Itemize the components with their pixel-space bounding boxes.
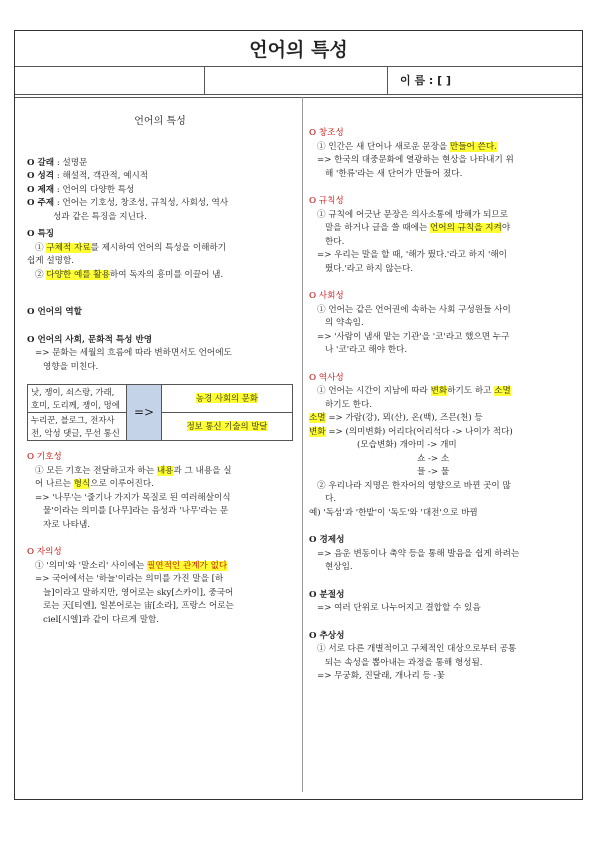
rule-line-3: 한다. bbox=[325, 236, 345, 247]
history-line-7: 믈 -> 물 bbox=[417, 467, 450, 477]
info-cell-1 bbox=[15, 66, 205, 94]
table-result-2: 정보 통신 기술의 발달 bbox=[162, 413, 293, 441]
economy-title: O 경제성 bbox=[309, 535, 345, 545]
arbitrary-line-4: 로는 天[티엔], 일본어로는 宙[소라], 프랑스 어로는 bbox=[43, 601, 234, 611]
creative-line-3: 해 '한류'라는 새 단어가 만들어 졌다. bbox=[325, 168, 463, 179]
society-line-4: 나 '코'라고 해야 한다. bbox=[325, 345, 408, 355]
creative-title: O 창조성 bbox=[309, 128, 344, 138]
arrow-cell: => bbox=[127, 385, 162, 441]
meta-theme: O 주제 : 언어는 기호성, 창조성, 규칙성, 사회성, 역사 bbox=[27, 198, 229, 208]
arbitrary-line-1: ① '의미'와 '말소리' 사이에는 필연적인 관계가 없다 bbox=[35, 560, 228, 571]
right-column bbox=[309, 127, 573, 684]
symbol-line-4: 물'이라는 의미를 [나무]라는 음성과 '나무'라는 문 bbox=[43, 506, 229, 516]
economy-line-1: => 음운 변동이나 축약 등을 통해 발음을 쉽게 하려는 bbox=[317, 548, 520, 559]
society-title: O 사회성 bbox=[309, 291, 344, 301]
society-line-2: 의 약속임. bbox=[325, 318, 364, 328]
feature-1-cont: 쉽게 설명함. bbox=[27, 256, 74, 266]
arbitrary-title: O 자의성 bbox=[27, 547, 62, 557]
rule-title: O 규칙성 bbox=[309, 196, 344, 206]
abstraction-title: O 추상성 bbox=[309, 630, 345, 641]
worksheet bbox=[14, 30, 583, 800]
creative-line-1: ① 인간은 새 단어나 새로운 문장을 만들어 쓴다. bbox=[317, 141, 497, 152]
history-line-9: 다. bbox=[325, 494, 337, 504]
table-cell-words-1: 낫, 쟁이, 쇠스랑, 가래, 호미, 도리께, 쟁이, 멍에 bbox=[28, 385, 127, 413]
name-field[interactable]: 이 름 : [ ] bbox=[400, 74, 452, 87]
arbitrary-line-3: 늘]이라고 말하지만, 영어로는 sky[스카이], 중국어 bbox=[43, 587, 234, 598]
articulation-line-1: => 여러 단위로 나누어지고 결합할 수 있음 bbox=[317, 603, 481, 613]
abstraction-line-2: 되는 속성을 뽑아내는 과정을 통해 형성됨. bbox=[325, 657, 483, 668]
society-line-1: ① 언어는 같은 언어권에 속하는 사회 구성원들 사이 bbox=[317, 304, 511, 315]
column-divider bbox=[302, 97, 303, 792]
symbol-line-5: 자로 나타냄. bbox=[43, 519, 90, 530]
social-reflect-title: O 언어의 사회, 문화적 특성 반영 bbox=[27, 334, 153, 345]
table-cell-words-2: 누리꾼, 블로그, 전자사전, 악성 댓글, 무선 통신 bbox=[28, 413, 127, 441]
arbitrary-line-5: ciel[시엘]과 같이 다르게 말함. bbox=[43, 614, 160, 625]
meta-theme-cont: 성과 같은 특징을 지닌다. bbox=[53, 211, 147, 222]
features-title: O 특징 bbox=[27, 229, 55, 239]
history-line-6: 쇼 -> 소 bbox=[417, 453, 450, 464]
history-line-3: 소멸 => 가람(강), 뫼(산), 온(백), 즈믄(천) 등 bbox=[309, 413, 483, 423]
symbol-line-2: 어 나르는 형식으로 이루어진다. bbox=[35, 479, 154, 489]
section-heading: 언어의 특성 bbox=[134, 116, 186, 127]
economy-line-2: 현상임. bbox=[325, 562, 353, 572]
info-cell-2 bbox=[205, 66, 388, 94]
table-result-1: 농경 사회의 문화 bbox=[162, 385, 293, 413]
creative-line-2: => 한국의 대중문화에 열광하는 현상을 나타내기 위 bbox=[317, 155, 514, 165]
history-line-1: ① 언어는 시간이 지남에 따라 변화하기도 하고 소멸 bbox=[317, 386, 511, 396]
rule-line-5: 뜄다.'라고 하지 않는다. bbox=[325, 263, 414, 274]
symbol-line-1: ① 모든 기호는 전달하고자 하는 내용과 그 내용을 실 bbox=[35, 465, 232, 476]
arbitrary-line-2: => 국어에서는 '하늘'이라는 의미를 가진 말을 [하 bbox=[35, 574, 224, 584]
social-line-2: 영향을 미친다. bbox=[43, 361, 99, 372]
left-column bbox=[27, 103, 293, 627]
culture-table bbox=[27, 384, 293, 441]
rule-line-4: => 우리는 말을 할 때, '해가 뜄다.'라고 하지 '해이 bbox=[317, 250, 507, 260]
meta-material: O 제재 : 언어의 다양한 특성 bbox=[27, 184, 135, 195]
history-line-2: 하기도 한다. bbox=[325, 399, 372, 410]
meta-genre: O 갈래 : 설명문 bbox=[27, 157, 88, 168]
role-title: O 언어의 역할 bbox=[27, 307, 82, 317]
rule-line-1: ① 규칙에 어긋난 문장은 의사소통에 방해가 되므로 bbox=[317, 209, 509, 220]
header-divider bbox=[15, 97, 582, 98]
abstraction-line-3: => 무궁화, 진달래, 개나리 등 -꽃 bbox=[317, 671, 445, 681]
info-row bbox=[15, 66, 582, 95]
abstraction-line-1: ① 서로 다른 개별적이고 구체적인 대상으로부터 공통 bbox=[317, 644, 517, 654]
feature-1: ① 구체적 자료를 제시하여 언어의 특성을 이해하기 bbox=[35, 242, 227, 253]
meta-nature: O 성격 : 해설적, 객관적, 예시적 bbox=[27, 171, 149, 181]
society-line-3: => '사람이 냄새 맡는 기관'을 '코'라고 했으면 누구 bbox=[317, 331, 510, 342]
history-line-10: 예) '독섬'과 '한밭'이 '독도'와 '대전'으로 바뀜 bbox=[309, 507, 478, 518]
social-line-1: => 문화는 세월의 흐름에 따라 변하면서도 언어에도 bbox=[35, 348, 232, 358]
history-line-5: (모습변화) 개아미 -> 개미 bbox=[357, 440, 457, 450]
feature-2: ② 다양한 예를 활용하여 독자의 흥미를 이끌어 냄. bbox=[35, 269, 224, 280]
symbol-title: O 기호성 bbox=[27, 452, 62, 462]
page-title: 언어의 특성 bbox=[15, 31, 582, 67]
history-line-4: 변화 => (의미변화) 어리다(어리석다 -> 나이가 적다) bbox=[309, 426, 513, 437]
history-line-8: ② 우리나라 지명은 한자어의 영향으로 바뀐 곳이 많 bbox=[317, 480, 511, 491]
rule-line-2: 말을 하거나 글을 쓸 때에는 언어의 규칙을 지켜야 bbox=[325, 223, 511, 233]
symbol-line-3: => '나무'는 '줄기나 가지가 목질로 된 여러해살이식 bbox=[35, 492, 231, 503]
articulation-title: O 분절성 bbox=[309, 589, 345, 600]
history-title: O 역사성 bbox=[309, 372, 344, 383]
